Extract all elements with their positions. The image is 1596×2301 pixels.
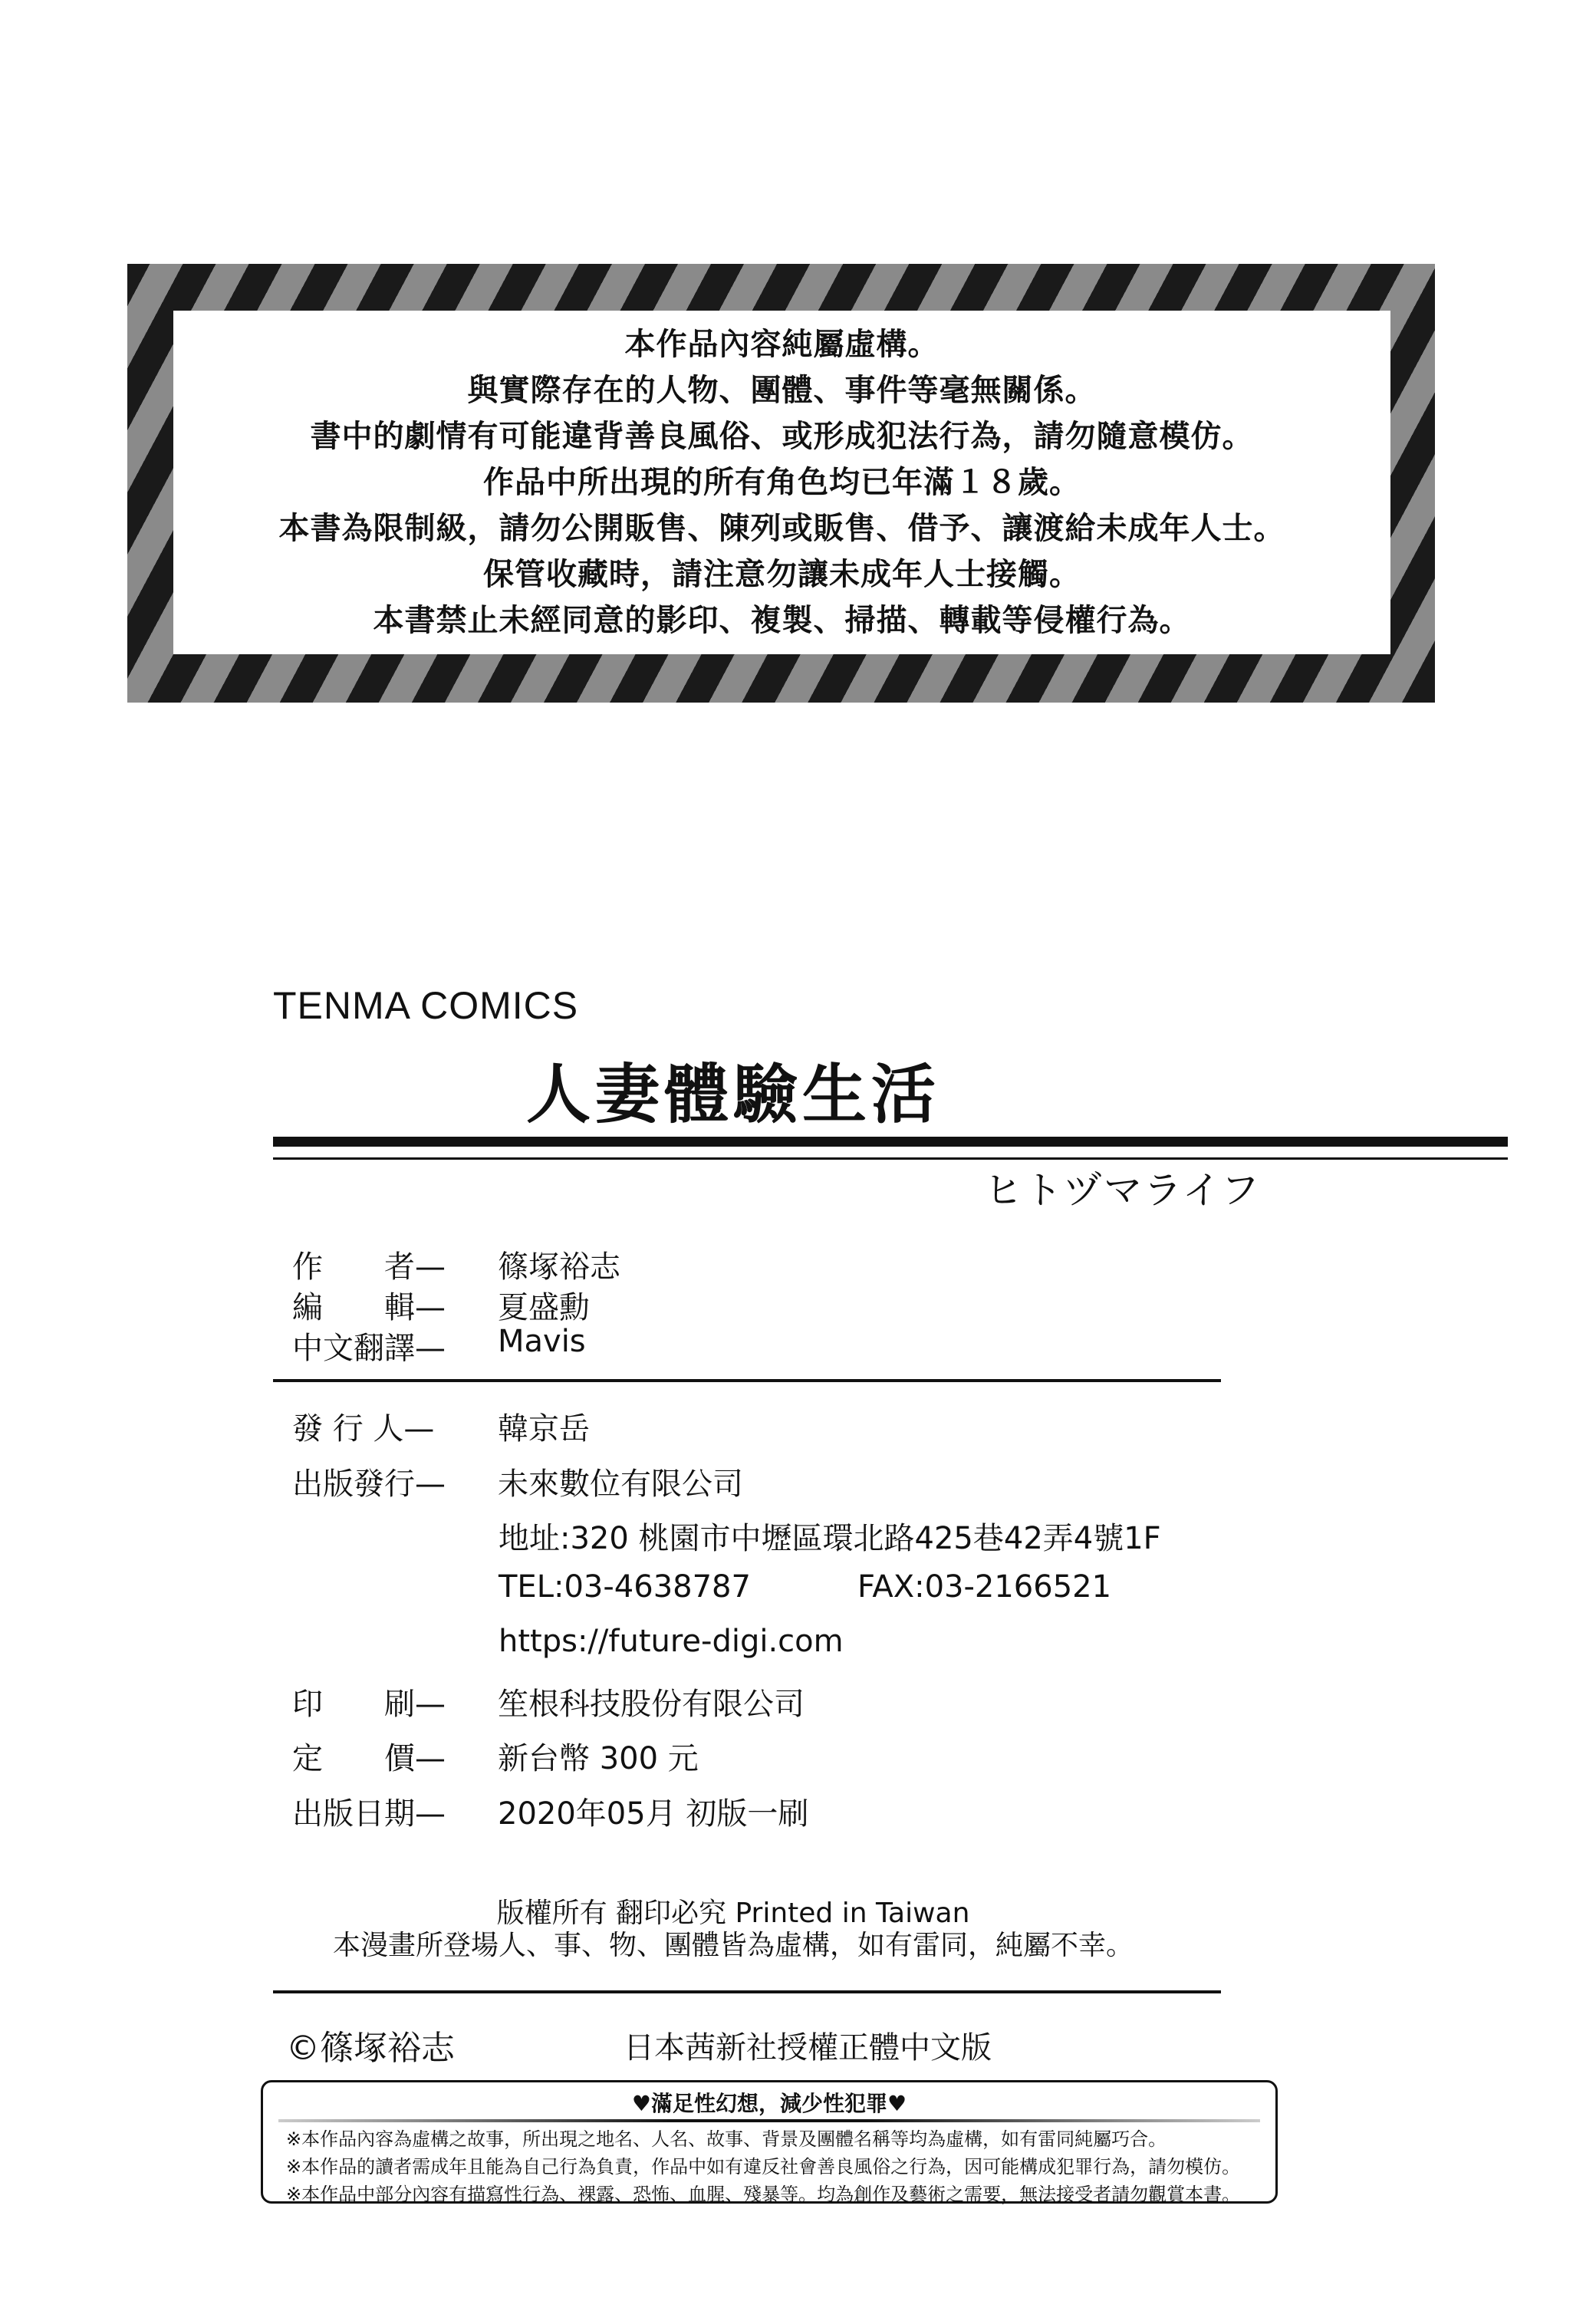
website-link[interactable]: https://future-digi.com: [499, 1624, 844, 1659]
telephone: TEL:03-4638787: [499, 1569, 751, 1605]
warning-panel: [173, 311, 1390, 654]
printer-row: [292, 1680, 805, 1723]
divider: [273, 1990, 1221, 1993]
credit-label: 作 者—: [292, 1249, 446, 1285]
copyright: ©篠塚裕志: [286, 2029, 455, 2068]
credit-label: 中文翻譯—: [292, 1331, 446, 1366]
credit-editor: [292, 1283, 590, 1327]
title-rule-thick: [273, 1137, 1508, 1147]
publisher-label: 發 行 人—: [292, 1411, 435, 1447]
warning-line: 本書為限制級，請勿公開販售、陳列或販售、借予、讓渡給未成年人士。: [278, 511, 1285, 546]
title-rule-thin: [273, 1157, 1508, 1160]
credit-label: 編 輯—: [292, 1290, 446, 1325]
company-row: [292, 1460, 743, 1503]
company-value: 未來數位有限公司: [498, 1467, 743, 1502]
series-name: TENMA COMICS: [273, 984, 579, 1027]
price-row: [292, 1734, 699, 1778]
warning-line: 本書禁止未經同意的影印、複製、掃描、轉載等侵權行為。: [373, 603, 1191, 638]
price-label: 定 價—: [292, 1741, 446, 1776]
fax: FAX:03-2166521: [857, 1569, 1112, 1605]
reader-notice-box: [261, 2080, 1278, 2204]
credit-author: [292, 1243, 620, 1286]
publisher-row: [292, 1404, 590, 1448]
notice-line: ※本作品的讀者需成年且能為自己行為負責，作品中如有違反社會善良風俗之行為，因可能構成犯罪行為，請勿模仿。: [286, 2156, 1241, 2178]
address: 地址:320 桃園市中壢區環北路425巷42弄4號1F: [499, 1521, 1161, 1556]
date-row: [292, 1789, 808, 1833]
notice-rule: [278, 2119, 1260, 2122]
credit-value: Mavis: [498, 1324, 586, 1359]
credit-value: 夏盛勳: [498, 1290, 590, 1325]
warning-line: 作品中所出現的所有角色均已年滿１８歲。: [483, 465, 1081, 500]
kana-title: ヒトヅマライフ: [984, 1168, 1261, 1213]
divider: [273, 1379, 1221, 1382]
publisher-value: 韓京岳: [498, 1411, 590, 1447]
date-value: 2020年05月 初版一刷: [498, 1796, 809, 1832]
fiction-notice: 本漫畫所登場人、事、物、團體皆為虛構，如有雷同，純屬不幸。: [332, 1930, 1134, 1961]
rights-notice: 版權所有 翻印必究 Printed in Taiwan: [496, 1898, 970, 1929]
company-label: 出版發行—: [292, 1467, 446, 1502]
notice-line: ※本作品中部分內容有描寫性行為、裸露、恐怖、血腥、殘暴等。均為創作及藝術之需要，無法接受者請勿觀賞本書。: [286, 2184, 1241, 2205]
warning-line: 與實際存在的人物、團體、事件等毫無關係。: [467, 373, 1097, 408]
notice-heading: ♥滿足性幻想，減少性犯罪♥: [631, 2091, 907, 2116]
warning-line: 書中的劇情有可能違背善良風俗、或形成犯法行為，請勿隨意模仿。: [310, 419, 1254, 454]
printer-value: 笙根科技股份有限公司: [498, 1687, 805, 1722]
license-notice: 日本茜新社授權正體中文版: [624, 2030, 992, 2066]
warning-line: 本作品內容純屬虛構。: [624, 327, 940, 362]
credit-value: 篠塚裕志: [498, 1249, 620, 1285]
printer-label: 印 刷—: [292, 1687, 446, 1722]
price-value: 新台幣 300 元: [498, 1741, 699, 1776]
notice-line: ※本作品內容為虛構之故事，所出現之地名、人名、故事、背景及團體名稱等均為虛構，如有雷同純屬巧合。: [286, 2128, 1167, 2150]
book-title: 人妻體驗生活: [525, 1057, 940, 1132]
date-label: 出版日期—: [292, 1796, 446, 1832]
credit-translator: [292, 1324, 586, 1368]
warning-line: 保管收藏時，請注意勿讓未成年人士接觸。: [483, 557, 1081, 592]
warning-banner: [127, 264, 1435, 703]
